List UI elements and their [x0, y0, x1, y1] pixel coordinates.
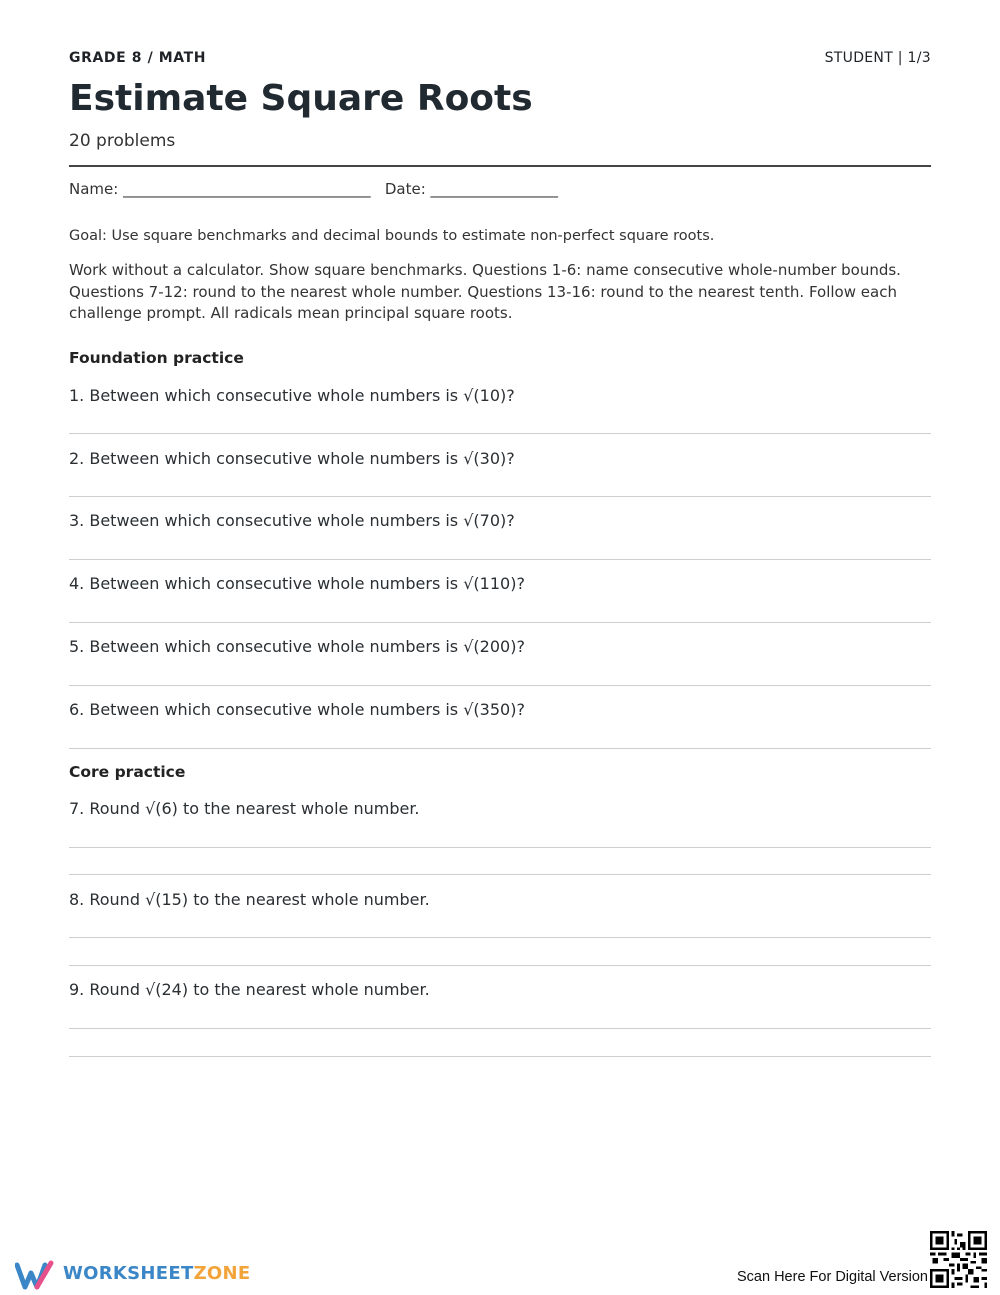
header-divider	[69, 165, 931, 167]
answer-line-8a[interactable]	[69, 937, 931, 938]
brand-name-part2: ZONE	[193, 1263, 251, 1284]
question-9: 9. Round √(24) to the nearest whole number.	[69, 980, 430, 999]
page-info: STUDENT | 1/3	[824, 50, 931, 66]
page-title: Estimate Square Roots	[69, 78, 533, 119]
answer-line-7b[interactable]	[69, 874, 931, 875]
answer-line-6[interactable]	[69, 748, 931, 749]
name-date-fields[interactable]: Name: _________________________________ Date: _________________	[69, 180, 559, 198]
question-8: 8. Round √(15) to the nearest whole number.	[69, 890, 430, 909]
question-1: 1. Between which consecutive whole numbers is √(10)?	[69, 386, 515, 405]
answer-line-9a[interactable]	[69, 1028, 931, 1029]
goal-text: Goal: Use square benchmarks and decimal bounds to estimate non-perfect square roots.	[69, 228, 715, 244]
top-bar	[69, 50, 931, 68]
qr-code-icon[interactable]	[930, 1231, 987, 1288]
question-5: 5. Between which consecutive whole numbers is √(200)?	[69, 637, 525, 656]
question-6: 6. Between which consecutive whole numbers is √(350)?	[69, 700, 525, 719]
question-2: 2. Between which consecutive whole numbers is √(30)?	[69, 449, 515, 468]
question-7: 7. Round √(6) to the nearest whole number.	[69, 799, 420, 818]
answer-line-1[interactable]	[69, 433, 931, 434]
answer-line-7a[interactable]	[69, 847, 931, 848]
brand-logo[interactable]	[15, 1259, 251, 1291]
answer-line-3[interactable]	[69, 559, 931, 560]
section-heading-core: Core practice	[69, 763, 186, 781]
question-4: 4. Between which consecutive whole numbers is √(110)?	[69, 574, 525, 593]
answer-line-5[interactable]	[69, 685, 931, 686]
instructions-text: Work without a calculator. Show square benchmarks. Questions 1-6: name consecutive whole-number bounds. Questions 7-12: round to the nearest whole number. Questions 13-16: round to the nearest tenth. Follow each challenge prompt. All radicals mean principal square roots.	[69, 261, 901, 322]
problem-count: 20 problems	[69, 131, 176, 151]
scan-caption: Scan Here For Digital Version	[737, 1269, 928, 1285]
brand-name-part1: WORKSHEET	[63, 1263, 194, 1284]
worksheetzone-logo-icon	[15, 1259, 55, 1291]
grade-subject-label: GRADE 8 / MATH	[69, 50, 207, 66]
brand-name	[63, 1263, 251, 1284]
section-heading-foundation: Foundation practice	[69, 349, 244, 367]
answer-line-9b[interactable]	[69, 1056, 931, 1057]
answer-line-4[interactable]	[69, 622, 931, 623]
question-3: 3. Between which consecutive whole numbers is √(70)?	[69, 511, 515, 530]
answer-line-2[interactable]	[69, 496, 931, 497]
answer-line-8b[interactable]	[69, 965, 931, 966]
